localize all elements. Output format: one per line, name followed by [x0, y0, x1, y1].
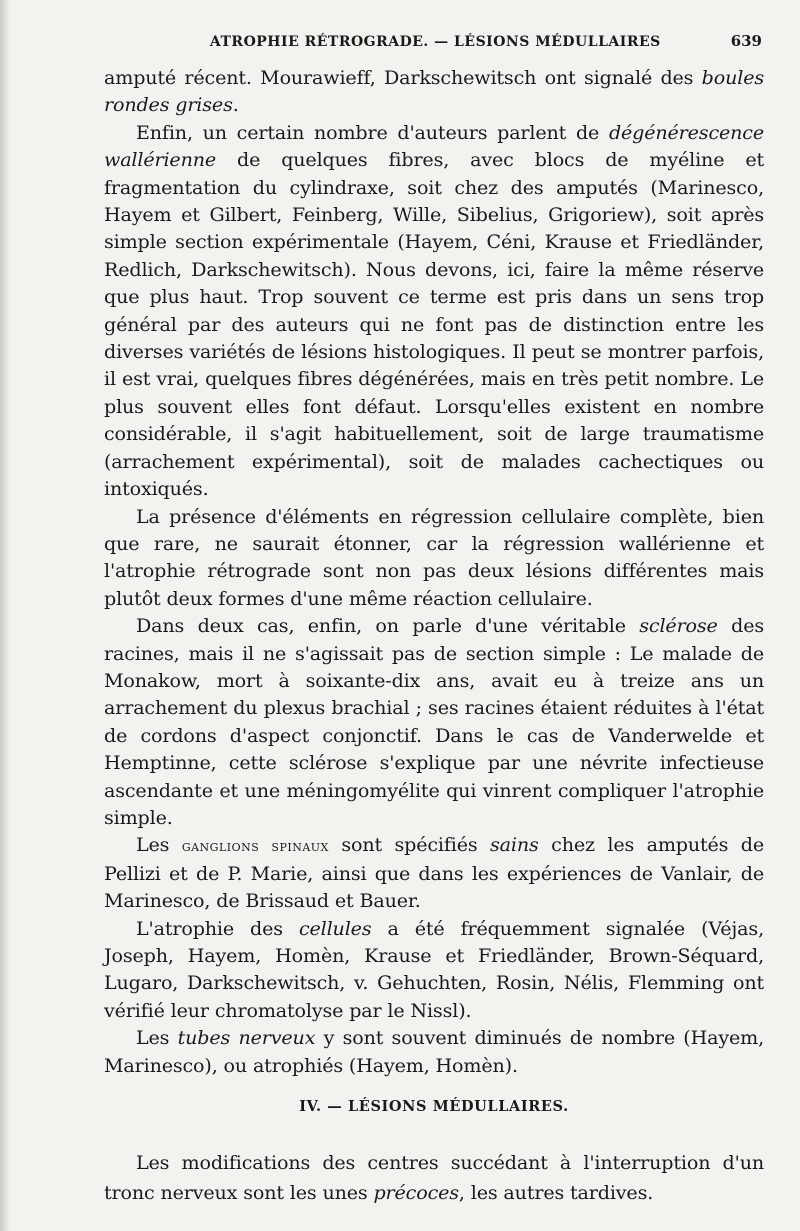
text-run: y sont souvent diminués de nombre (Hayem, Marinesco), ou atrophiés (Hayem, Homèn). [104, 1026, 764, 1077]
page-header [100, 32, 762, 56]
italic-term: dégénérescence wallérienne [104, 120, 764, 172]
text-run: a été fréquemment signalée (Véjas, Joseph, Hayem, Homèn, Krause et Friedländer, Brown-Séquard, Lugaro, Darkschewitsch, v. Gehuchten, Rosin, Nélis, Flemming ont vérifié leur chromatolyse par le Nissl). [104, 916, 764, 1022]
text-run: Les [136, 1026, 178, 1050]
paragraph-2 [104, 119, 764, 503]
italic-term: sclérose [639, 614, 718, 638]
text-run: Enfin, un certain nombre d'auteurs parlent de [136, 120, 609, 144]
running-head: ATROPHIE RÉTROGRADE. — LÉSIONS MÉDULLAIRES [209, 34, 661, 50]
paragraph-5 [104, 831, 764, 914]
binding-shadow [0, 0, 10, 1231]
text-run: , les autres tardives. [458, 1181, 654, 1204]
section-heading: IV. — LÉSIONS MÉDULLAIRES. [299, 1098, 569, 1115]
paragraph-4 [104, 612, 764, 831]
text-run: chez les amputés de Pellizi et de P. Marie, ainsi que dans les expériences de Vanlair, de Marinesco, de Brissaud et Bauer. [104, 833, 765, 913]
italic-term: précoces [373, 1181, 459, 1204]
page-number: 639 [730, 32, 762, 50]
text-run: des racines, mais il ne s'agissait pas de section simple : Le malade de Monakow, mort à soixante-dix ans, avait eu à treize ans un arrachement du plexus brachial ; ses racines étaient réduites à l'état de cordons d'aspect conjonctif. Dans le cas de Vanderwelde et Hemptinne, cette sclérose s'explique par une névrite infectieuse ascendante et une méningomyélite qui vinrent compliquer l'atrophie simple. [104, 614, 764, 829]
tail-text [104, 1148, 764, 1208]
text-run: de quelques fibres, avec blocs de myéline et fragmentation du cylindraxe, soit chez des amputés (Marinesco, Hayem et Gilbert, Feinberg, Wille, Sibelius, Grigoriew), soit après simple section expérimentale (Hayem, Céni, Krause et Friedländer, Redlich, Darkschewitsch). Nous devons, ici, faire la même réserve que plus haut. Trop souvent ce terme est pris dans un sens trop général par des auteurs qui ne font pas de distinction entre les diverses variétés de lésions histologiques. Il peut se montrer parfois, il est vrai, quelques fibres dégénérées, mais en très petit nombre. Le plus souvent elles font défaut. Lorsqu'elles existent en nombre considérable, il s'agit habituellement, soit de large traumatisme (arrachement expérimental), soit de malades cachectiques ou intoxiqués. [104, 148, 764, 501]
text-run: L'atrophie des [136, 916, 299, 940]
paragraph-6 [104, 915, 764, 1025]
text-run: . [232, 93, 239, 117]
paragraph-1 [104, 64, 764, 119]
smallcaps-term: ganglions spinaux [181, 836, 329, 856]
text-run: Les [136, 833, 182, 857]
paragraph-7 [104, 1024, 764, 1079]
paragraph-3 [104, 503, 764, 613]
text-run: Les modifications des centres succédant à l'interruption d'un tronc nerveux sont les unes [104, 1151, 764, 1204]
text-run: sont spécifiés [328, 833, 491, 857]
italic-term: boules rondes grises [104, 66, 764, 117]
text-run: Dans deux cas, enfin, on parle d'une véritable [136, 614, 640, 638]
italic-term: sains [490, 833, 539, 857]
text-run: La présence d'éléments en régression cellulaire complète, bien que rare, ne saurait étonner, car la régression wallérienne et l'atrophie rétrograde sont non pas deux lésions différentes mais plutôt deux formes d'une même réaction cellulaire. [104, 504, 764, 610]
italic-term: tubes nerveux [177, 1026, 316, 1050]
italic-term: cellules [298, 916, 372, 940]
text-run: amputé récent. Mourawieff, Darkschewitsch ont signalé des [104, 66, 702, 89]
paragraph-8 [104, 1148, 764, 1208]
body-text [104, 64, 764, 1079]
